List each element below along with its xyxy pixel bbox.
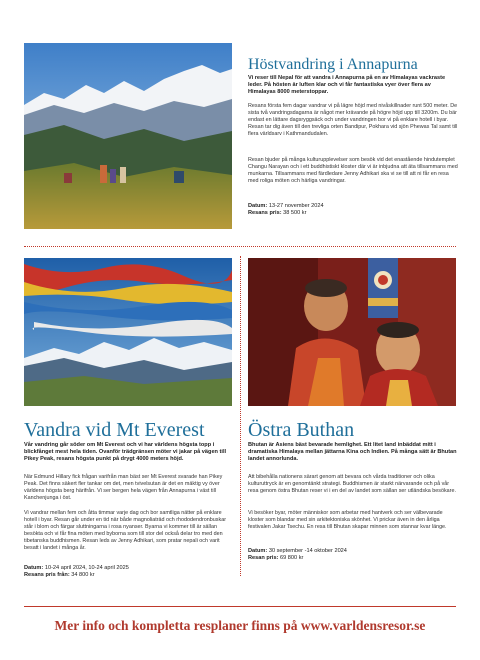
date-value: 10-24 april 2024, 10-24 april 2025 — [44, 565, 129, 571]
monks-photo — [248, 258, 456, 406]
date-value: 13-27 november 2024 — [268, 203, 324, 209]
article-paragraph: När Edmund Hillary fick frågan varifrån man bäst ser Mt Everest svarade han Pikey Peak. Det finns säkert fler tankar om det, men tvivelsutan är det en mäktig vy över världens högsta berg härifrån. Vi ser bergen hela vägen från Annapurna i väst till Kanchenjunga i öst. — [24, 474, 223, 502]
everest-photo — [24, 258, 232, 406]
section-divider — [24, 246, 456, 247]
price-label: Resan pris: — [248, 555, 279, 562]
date-value: 30 september -14 oktober 2024 — [268, 548, 347, 554]
article-paragraph: Vi besöker byar, möter människor som arbetar med hantverk och ser välbevarade kloster som blandar med sin arkitektoniska skönhet. Vi prickar även in den årliga festivalen Jakar Tsechu. En resa till Bhutan skapar minnen som stannar kvar länge. — [248, 510, 447, 531]
date-label: Datum: — [248, 548, 268, 554]
article-title-bhutan: Östra Buthan — [248, 419, 355, 441]
article-paragraph: Vi vandrar mellan fem och åtta timmar varje dag och bor samtliga nätter på enklare hotell i byar. Resan går under en tid när både magnoliaträd och rhododendronbuskar står i blom och färgar sluttningarna i rosa nyanser. Byarna vi kommer till är sällan besökta och vi får fina möten med byborna som till stor del också delar tro med den tibetanska buddhismen. Resan leds av Jenny Adhikari, som pratar nepali och varit besatt i landet i många år. — [24, 510, 226, 552]
price-value: 38 500 kr — [283, 210, 307, 217]
price-value: 34 800 kr — [71, 572, 95, 579]
footer-link-text[interactable]: Mer info och kompletta resplaner finns på www.varldensresor.se — [54, 618, 426, 633]
article-lead-everest: Vår vandring går söder om Mt Everest och vi har världens högsta topp i blickfånget mest hela tiden. Ovanför trädgränsen möter vi jakar på vägen till Pikey Peak, resans högsta punkt på drygt 4000 meters höjd. — [24, 442, 227, 463]
article-paragraph: Resan bjuder på många kulturupplevelser som besök vid det enastående hindutemplet Changu Narayan och i ett buddhistiskt kloster där vi är inbjudna att äta tillsammans med munkarna. Tillsammans med färdledare Jenny Adhikari ska vi se till att ni får en resa med roliga möten och härliga vandringar. — [248, 157, 458, 185]
footer-rule — [24, 606, 456, 607]
article-title-annapurna: Höstvandring i Annapurna — [248, 56, 418, 73]
price-label: Resans pris från: — [24, 572, 70, 579]
annapurna-photo — [24, 43, 232, 229]
price-value: 69 800 kr — [280, 555, 304, 562]
article-lead-annapurna: Vi reser till Nepal för att vandra i Annapurna på en av Himalayas vackraste leder. På hösten är luften klar och vi får fantastiska vyer över flera av Himalayas 8000 meterstoppar. — [248, 75, 446, 96]
date-label: Datum: — [24, 565, 44, 571]
article-paragraph: Resans första fem dagar vandrar vi på lägre höjd med nivåskillnader runt 500 meter. De sista två vandringsdagarna är något mer krävande på högre höjd upp till 3200m. Du bär endast en lättare dagsryggsäck och under vandringen bor vi på enklare hotell i byar. Resan tar dig även till den trevliga orten Bandipur, Pokhara vid sjön Phewas Tal samt till flera världsarv i Kathmandudalen. — [248, 103, 458, 138]
price-label: Resans pris: — [248, 210, 282, 217]
article-meta-everest — [24, 565, 234, 579]
date-label: Datum: — [248, 203, 268, 209]
article-title-everest: Vandra vid Mt Everest — [24, 419, 205, 441]
article-paragraph: Att bibehålla nationens särart genom att bevara och vårda traditioner och olika kulturuttryck är en genomtänkt strategi. Buddhismen är starkt närvarande och på vår resa genom östra Bhutan reser vi i en del av landet som sällan ser utländska besökare. — [248, 474, 456, 495]
article-meta-bhutan — [248, 548, 458, 562]
article-meta-annapurna — [248, 203, 458, 217]
article-lead-bhutan: Bhutan är Asiens bäst bevarade hemlighet. Ett litet land inbäddat mitt i dramatiska Himalaya mellan jättarna Kina och Indien. På många sätt är Bhutan landet annorlunda. — [248, 442, 457, 463]
column-divider — [240, 256, 241, 576]
